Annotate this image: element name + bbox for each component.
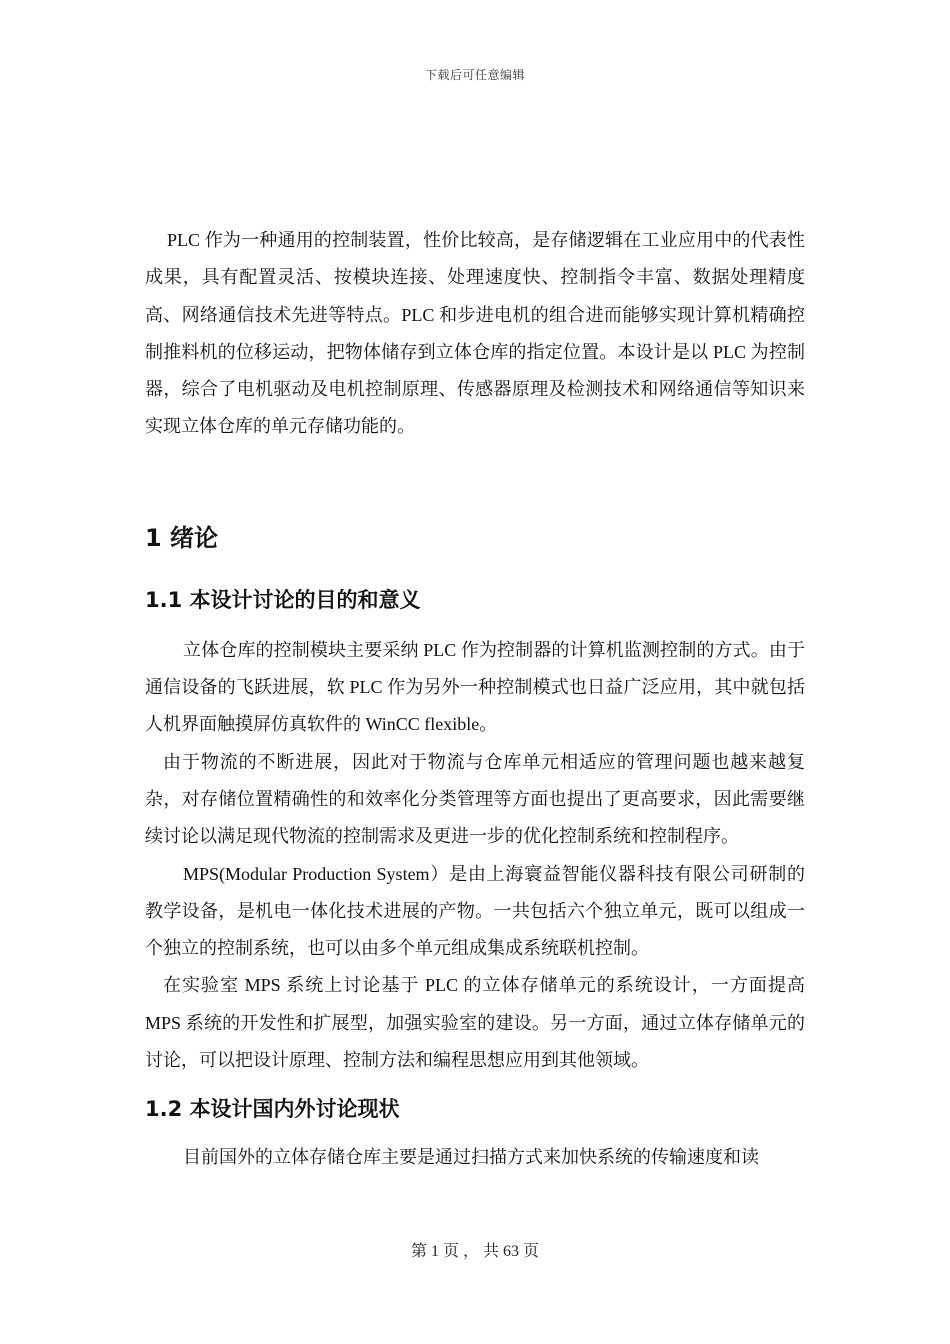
- section-heading-purpose: 1.1 本设计讨论的目的和意义: [145, 587, 421, 612]
- section-heading-status: 1.2 本设计国内外讨论现状: [145, 1097, 400, 1122]
- document-body: [145, 222, 805, 1177]
- section-1-1-paragraph-3: MPS(Modular Production System）是由上海寰益智能仪器科技有限公司研制的教学设备，是机电一体化技术进展的产物。一共包括六个独立单元，既可以组成一个独立的控制系统，也可以由多个单元组成集成系统联机控制。: [145, 863, 805, 959]
- section-1-1-paragraph-2: 由于物流的不断进展，因此对于物流与仓库单元相适应的管理问题也越来越复杂，对存储位置精确性的和效率化分类管理等方面也提出了更高要求，因此需要继续讨论以满足现代物流的控制需求及更进一步的优化控制系统和控制程序。: [145, 751, 805, 847]
- section-1-1-paragraph-1: 立体仓库的控制模块主要采纳 PLC 作为控制器的计算机监测控制的方式。由于通信设备的飞跃进展，软 PLC 作为另外一种控制模式也日益广泛应用，其中就包括人机界面触摸屏仿真软件的 WinCC flexible。: [145, 639, 805, 735]
- section-1-1-paragraph-4: 在实验室 MPS 系统上讨论基于 PLC 的立体存储单元的系统设计，一方面提高 MPS 系统的开发性和扩展型，加强实验室的建设。另一方面，通过立体存储单元的讨论，可以把设计原理、控制方法和编程思想应用到其他领域。: [145, 975, 805, 1071]
- section-1-2-paragraph-1: 目前国外的立体存储仓库主要是通过扫描方式来加快系统的传输速度和读: [183, 1147, 759, 1168]
- abstract-paragraph: PLC 作为一种通用的控制装置，性价比较高，是存储逻辑在工业应用中的代表性成果，具有配置灵活、按模块连接、处理速度快、控制指令丰富、数据处理精度高、网络通信技术先进等特点。PLC 和步进电机的组合进而能够实现计算机精确控制推料机的位移运动，把物体储存到立体仓库的指定位置。本设计是以 PLC 为控制器，综合了电机驱动及电机控制原理、传感器原理及检测技术和网络通信等知识来实现立体仓库的单元存储功能的。: [145, 230, 805, 437]
- page-header-note: 下载后可任意编辑: [424, 68, 525, 82]
- chapter-heading-intro: 1 绪论: [145, 523, 219, 552]
- page-footer-number: 第 1 页 ， 共 63 页: [410, 1243, 539, 1260]
